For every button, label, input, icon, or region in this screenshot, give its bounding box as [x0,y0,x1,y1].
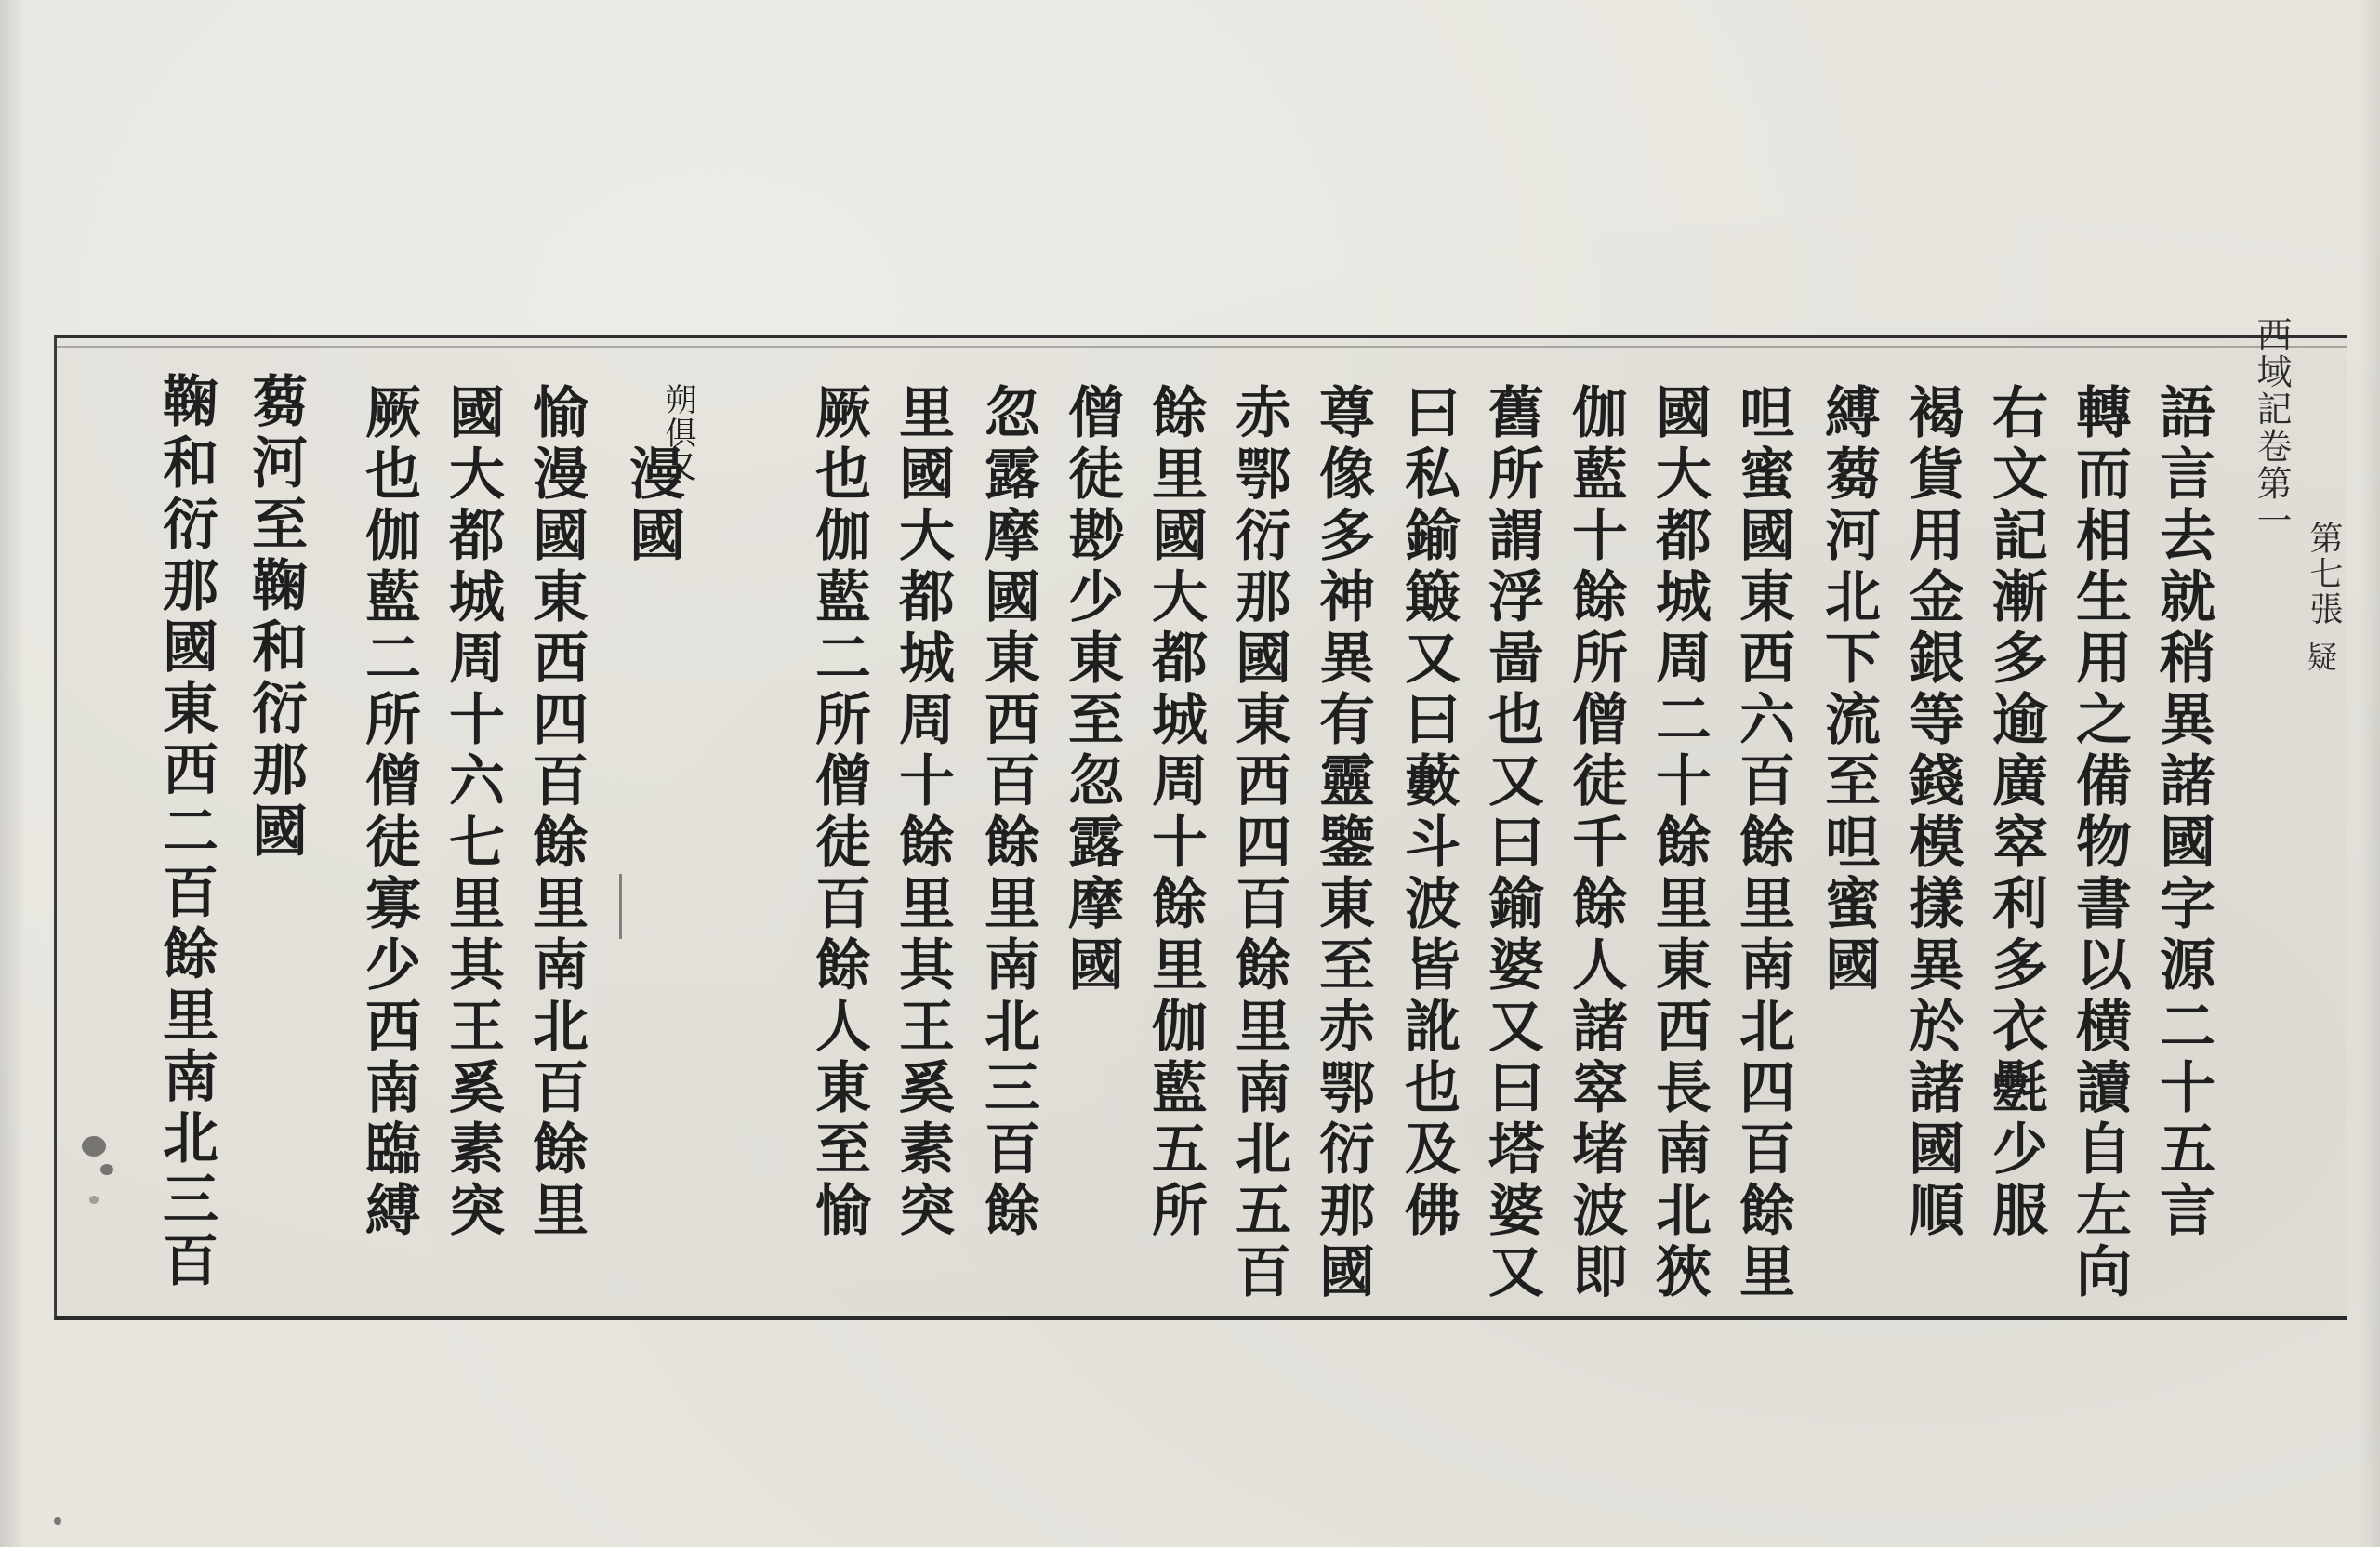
text-column-1: 語言去就稍異諸國字源二十五言 [2150,383,2215,1242]
text-column-20: 國大都城周十六七里其王奚素突 [440,383,505,1242]
text-column-3: 右文記漸多逾廣窣利多衣氎少服 [1983,383,2048,1242]
binding-shadow [0,0,26,1547]
ink-dot [54,1517,61,1525]
text-column-12: 赤鄂衍那國東西四百餘里南北五百 [1226,383,1291,1303]
text-column-10: 曰私鍮簸又曰藪斗波皆訛也及佛 [1395,383,1461,1242]
text-column-21: 厥也伽藍二所僧徒寡少西南臨縛 [356,383,421,1242]
ink-stain [82,1136,106,1157]
margin-title-text: 西域記卷第一 [2251,316,2292,539]
margin-page-number [2306,521,2341,627]
page-edge-shadow [2360,0,2380,1547]
text-column-4: 褐貨用金銀等錢模㨾異於諸國順 [1899,383,1964,1242]
text-column-2: 轉而相生用之備物書以横讀自左向 [2067,383,2132,1303]
margin-mark-text: 疑 [2303,641,2338,673]
text-column-14: 僧徒尠少東至忽露摩國 [1059,383,1124,997]
text-column-23: 鞠和衍那國東西二百餘里南北三百 [153,372,218,1292]
text-column-17: 厥也伽藍二所僧徒百餘人東至愉 [806,383,871,1242]
margin-page-text: 第七張 [2305,521,2343,627]
text-column-11: 尊像多神異有靈鑒東至赤鄂衍那國 [1310,383,1375,1303]
text-column-19: 愉漫國東西四百餘里南北百餘里 [523,383,588,1242]
margin-volume-title [2251,316,2292,539]
text-column-7: 國大都城周二十餘里東西長南北狹 [1646,383,1712,1303]
margin-mark [2303,641,2338,673]
ink-scratch [619,874,622,939]
text-column-16: 里國大都城周十餘里其王奚素突 [890,383,955,1242]
interlinear-annotation: 朔俱又 [659,383,696,483]
text-column-5: 縛蒭河北下流至呾蜜國 [1816,383,1881,997]
frame-rule [54,346,2347,348]
text-column-22: 蒭河至鞠和衍那國 [243,372,308,863]
text-column-15: 忽露摩國東西百餘里南北三百餘 [975,383,1040,1242]
text-column-8: 伽藍十餘所僧徒千餘人諸窣堵波即 [1563,383,1628,1303]
text-column-6: 呾蜜國東西六百餘里南北四百餘里 [1730,383,1795,1303]
ink-stain [100,1164,113,1175]
ink-stain [89,1196,99,1204]
text-column-13: 餘里國大都城周十餘里伽藍五所 [1143,383,1208,1242]
text-column-18: 漫國 [620,444,685,567]
text-column-9: 舊所謂浮啚也又曰鍮婆又曰塔婆又 [1479,383,1544,1303]
